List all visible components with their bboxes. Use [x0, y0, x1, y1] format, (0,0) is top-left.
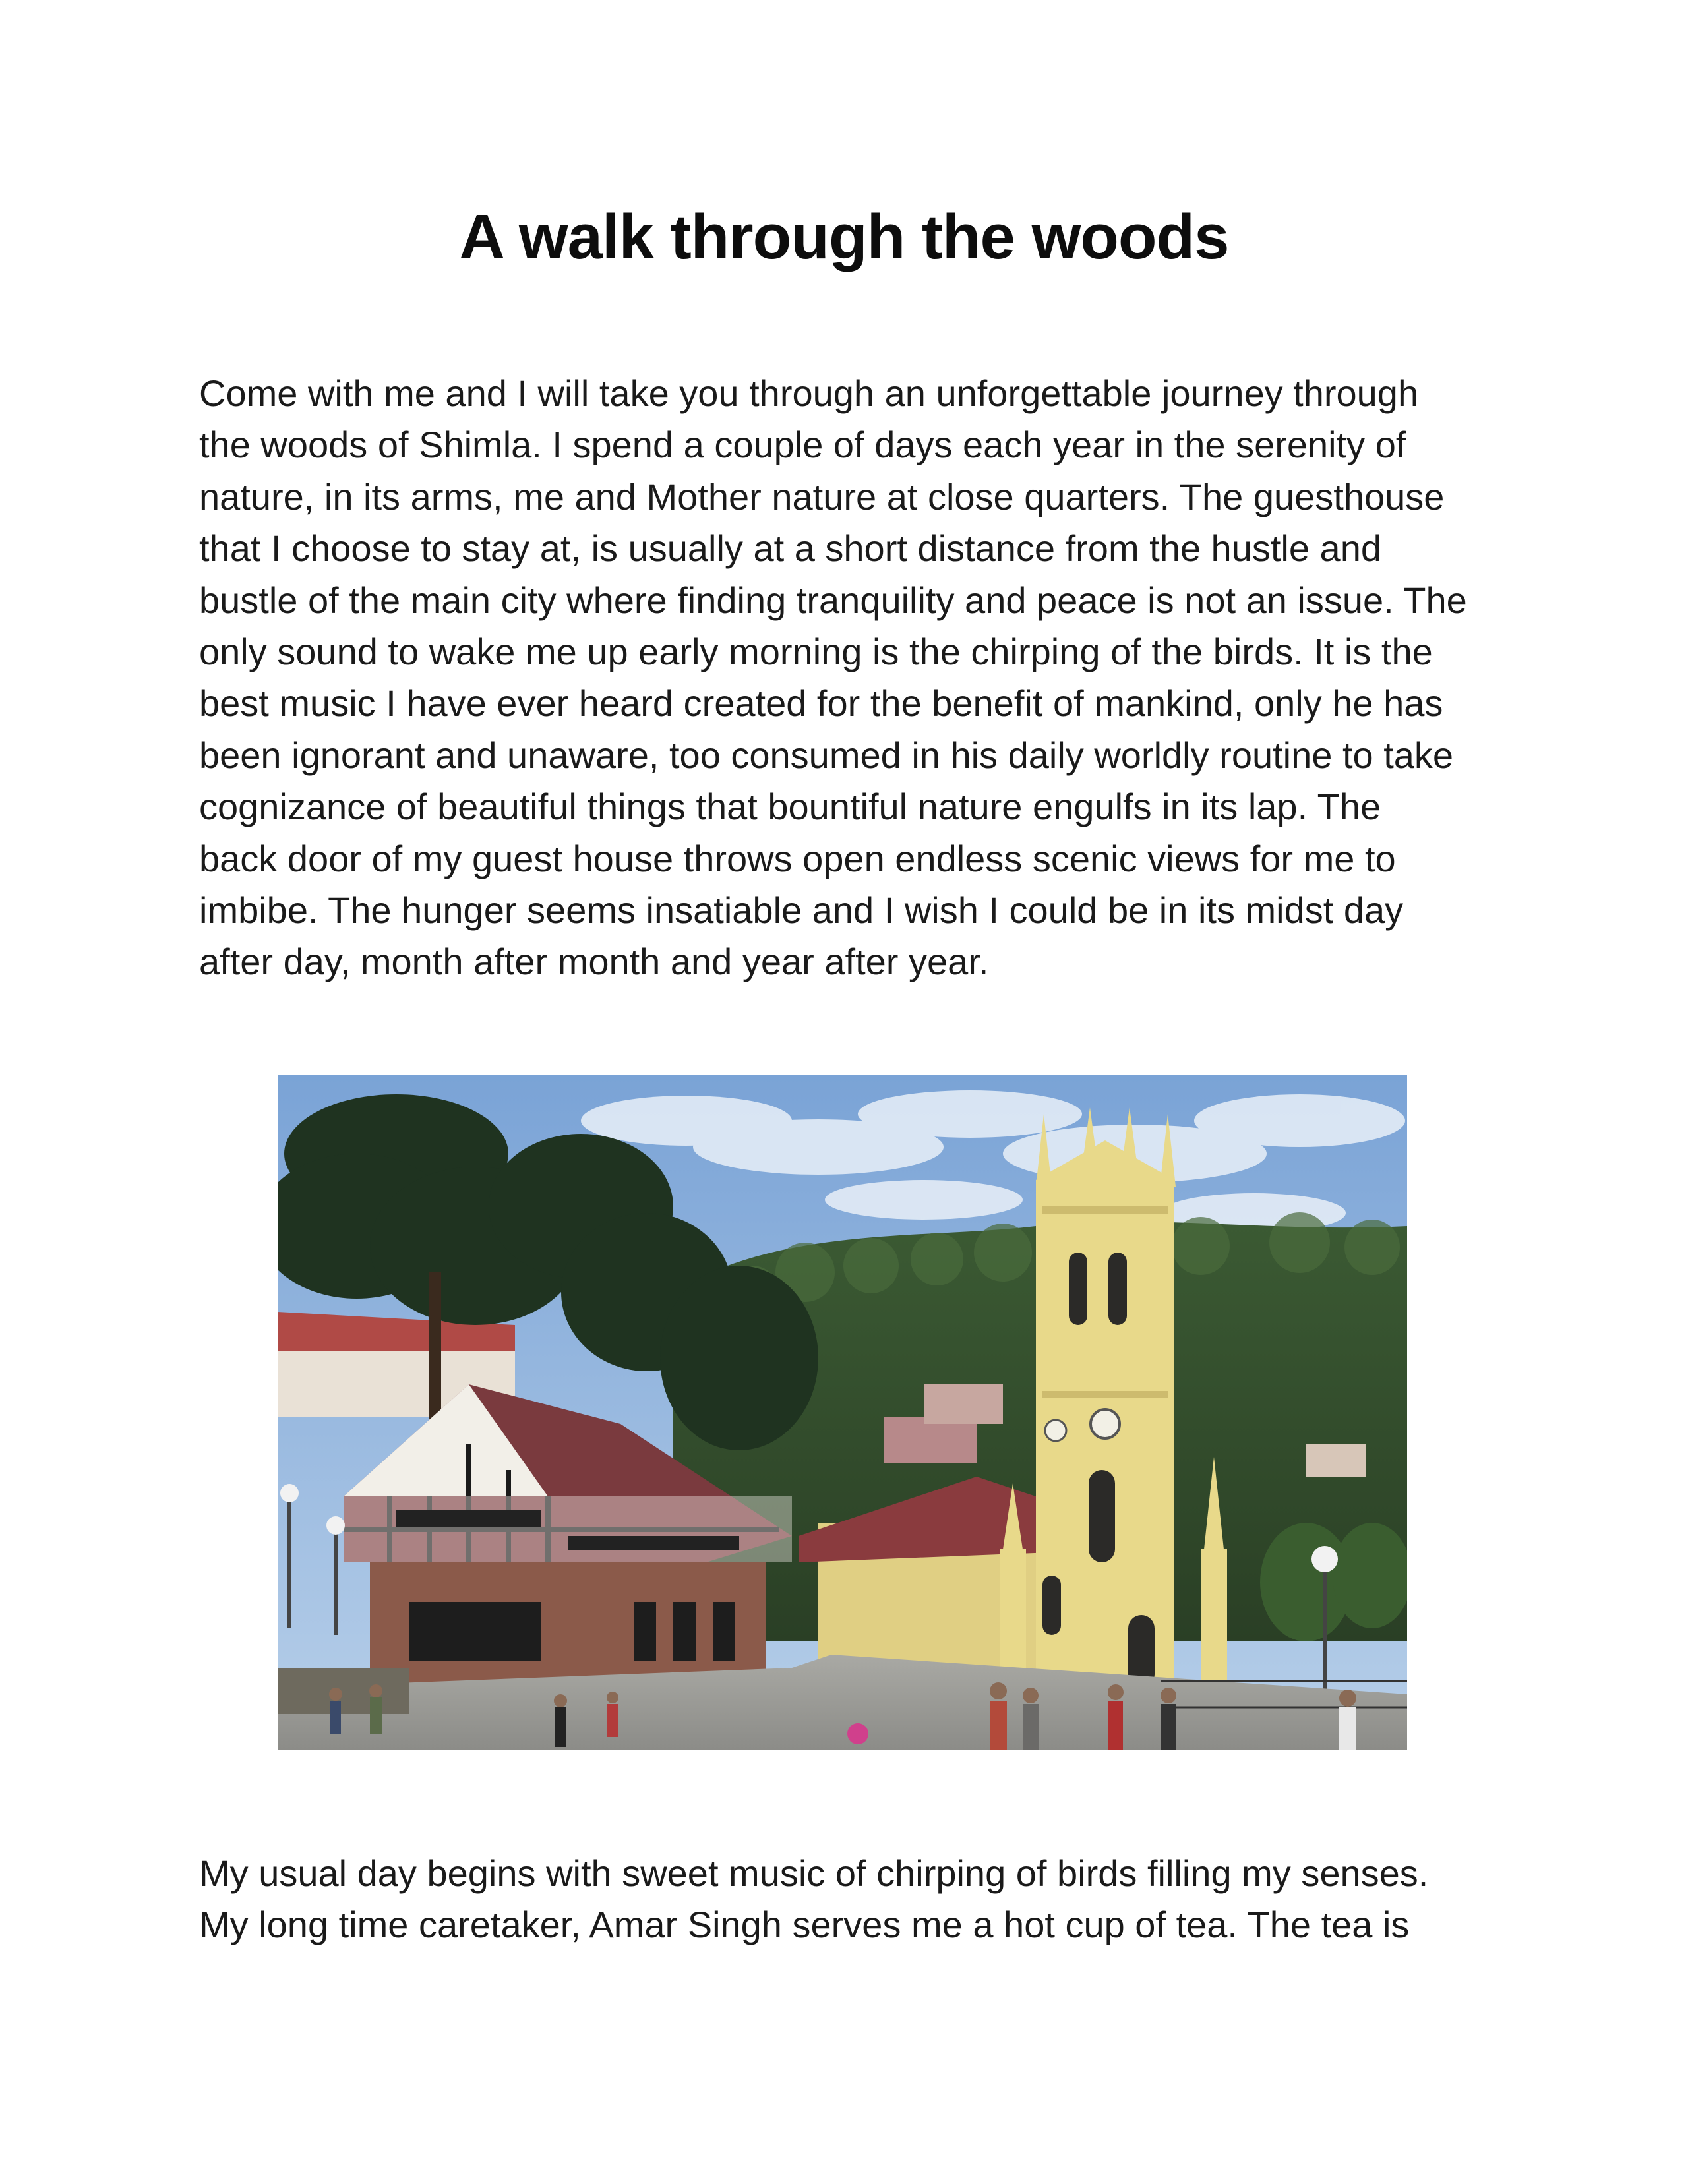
paragraph-line: back door of my guest house throws open endless scenic views for me to	[199, 837, 1396, 879]
paragraph-line: cognizance of beautiful things that bountiful nature engulfs in its lap. The	[199, 786, 1381, 828]
paragraph-line: My long time caretaker, Amar Singh serves me a hot cup of tea. The tea is	[199, 1904, 1410, 1946]
paragraph-line: imbibe. The hunger seems insatiable and I wish I could be in its midst day	[199, 889, 1404, 931]
photo-illustration	[278, 1075, 1407, 1750]
paragraph-line: been ignorant and unaware, too consumed in his daily worldly routine to take	[199, 734, 1454, 776]
paragraph-line: only sound to wake me up early morning is the chirping of the birds. It is the	[199, 631, 1433, 673]
paragraph-line: Come with me and I will take you through an unforgettable journey through	[199, 372, 1419, 414]
paragraph-morning	[199, 1848, 1518, 1951]
paragraph-line: best music I have ever heard created for the benefit of mankind, only he has	[199, 682, 1443, 724]
paragraph-line: My usual day begins with sweet music of chirping of birds filling my senses.	[199, 1852, 1429, 1894]
shimla-church-photo	[278, 1075, 1407, 1750]
paragraph-intro	[199, 368, 1518, 988]
paragraph-line: after day, month after month and year after year.	[199, 941, 989, 983]
paragraph-line: nature, in its arms, me and Mother nature at close quarters. The guesthouse	[199, 475, 1445, 517]
paragraph-line: that I choose to stay at, is usually at a short distance from the hustle and	[199, 527, 1381, 570]
paragraph-line: the woods of Shimla. I spend a couple of days each year in the serenity of	[199, 424, 1406, 466]
paragraph-line: bustle of the main city where finding tranquility and peace is not an issue. The	[199, 579, 1467, 621]
page-title: A walk through the woods	[459, 202, 1229, 272]
